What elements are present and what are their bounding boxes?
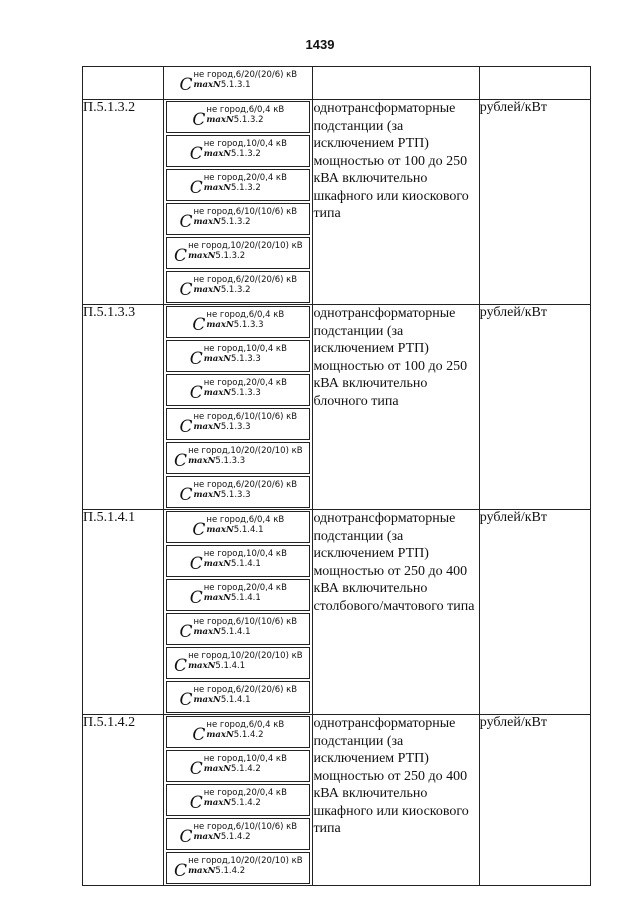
formula-superscript: не город,6/20/(20/6) кВ — [193, 275, 298, 285]
formula-cell — [164, 100, 313, 305]
formula-symbol: C — [174, 656, 188, 676]
formula-cell — [164, 715, 313, 886]
formula-superscript: не город,20/0,4 кВ — [203, 378, 287, 388]
formula-index-italic: maxN — [188, 456, 216, 466]
formula-symbol: C — [192, 725, 206, 745]
formula-superscript: не город,6/0,4 кВ — [206, 720, 285, 730]
formula-index-italic: maxN — [203, 559, 232, 569]
formula-symbol: C — [179, 690, 193, 710]
formula-box — [166, 545, 310, 577]
formula-index-italic: maxN — [206, 525, 234, 535]
formula-index: 5.1.4.2 — [220, 832, 251, 842]
formula-index-italic: maxN — [203, 764, 232, 774]
formula-box — [166, 442, 310, 474]
formula-box — [166, 135, 310, 167]
formula-box — [166, 681, 310, 713]
formula-index-italic: maxN — [193, 832, 221, 842]
formula-symbol: C — [179, 485, 193, 505]
formula-superscript: не город,6/10/(10/6) кВ — [193, 412, 298, 422]
formula-index-italic: maxN — [203, 354, 232, 364]
description-cell: однотрансформаторные подстанции (за исключением РТП) мощностью от 100 до 250 кВА включительно блочного типа — [313, 305, 479, 510]
formula-box — [166, 306, 310, 338]
formula-index-italic: maxN — [193, 422, 221, 432]
formula-symbol: C — [192, 110, 206, 130]
code-cell — [83, 67, 164, 100]
formula-superscript: не город,10/0,4 кВ — [203, 344, 287, 354]
formula-symbol: C — [174, 451, 188, 471]
formula-index: 5.1.3.3 — [231, 354, 261, 364]
formula-index: 5.1.3.2 — [231, 183, 261, 193]
formula-index-italic: maxN — [193, 490, 221, 500]
formula-symbol: C — [179, 622, 193, 642]
formula-superscript: не город,6/0,4 кВ — [206, 515, 285, 525]
table-row — [83, 100, 591, 305]
formula-box — [166, 408, 310, 440]
formula-index-italic: maxN — [193, 695, 221, 705]
formula-symbol: C — [179, 827, 193, 847]
formula-index-italic: maxN — [203, 149, 232, 159]
formula-box — [166, 818, 310, 850]
formula-box — [166, 784, 310, 816]
table-row — [83, 305, 591, 510]
formula-index: 5.1.4.2 — [231, 798, 261, 808]
formula-superscript: не город,6/10/(10/6) кВ — [193, 207, 298, 217]
formula-superscript: не город,6/10/(10/6) кВ — [193, 617, 298, 627]
table-row — [83, 715, 591, 886]
formula-index: 5.1.3.2 — [215, 251, 246, 261]
formula-index-italic: maxN — [203, 798, 232, 808]
formula-box — [166, 716, 310, 748]
description-cell: однотрансформаторные подстанции (за исключением РТП) мощностью от 250 до 400 кВА включительно шкафного или киоскового типа — [313, 715, 479, 886]
formula-index: 5.1.4.1 — [220, 627, 251, 637]
formula-index: 5.1.3.2 — [231, 149, 261, 159]
formula-index: 5.1.4.1 — [231, 593, 261, 603]
formula-index: 5.1.3.2 — [220, 285, 251, 295]
formula-symbol: C — [189, 554, 203, 574]
formula-symbol: C — [179, 74, 193, 95]
description-cell — [313, 67, 479, 100]
code-cell: П.5.1.4.1 — [83, 510, 164, 715]
formula-superscript: не город,10/20/(20/10) кВ — [188, 241, 303, 251]
code-cell: П.5.1.3.2 — [83, 100, 164, 305]
table-body — [83, 67, 591, 886]
table-row — [83, 510, 591, 715]
formula-symbol: C — [189, 383, 203, 403]
formula-cell — [164, 305, 313, 510]
formula-index-italic: maxN — [188, 661, 216, 671]
formula-box — [166, 169, 310, 201]
formula-index: 5.1.3.2 — [233, 115, 264, 125]
formula-index: 5.1.3.3 — [215, 456, 246, 466]
formula-index: 5.1.4.1 — [220, 695, 251, 705]
formula-index: 5.1.3.1 — [220, 79, 251, 90]
formula-symbol: C — [179, 212, 193, 232]
formula-box — [166, 340, 310, 372]
formula-index: 5.1.4.2 — [233, 730, 264, 740]
formula-box — [166, 68, 310, 95]
formula-index-italic: maxN — [206, 320, 234, 330]
formula-index: 5.1.3.3 — [220, 490, 251, 500]
formula-superscript: не город,10/0,4 кВ — [203, 139, 287, 149]
formula-superscript: не город,20/0,4 кВ — [203, 173, 287, 183]
description-cell: однотрансформаторные подстанции (за исключением РТП) мощностью от 100 до 250 кВА включительно шкафного или киоскового типа — [313, 100, 479, 305]
formula-symbol: C — [179, 417, 193, 437]
formula-symbol: C — [189, 588, 203, 608]
formula-superscript: не город,20/0,4 кВ — [203, 788, 287, 798]
formula-superscript: не город,6/20/(20/6) кВ — [193, 69, 298, 80]
formula-box — [166, 579, 310, 611]
formula-index: 5.1.4.1 — [231, 559, 261, 569]
formula-symbol: C — [189, 178, 203, 198]
formula-box — [166, 750, 310, 782]
formula-superscript: не город,6/0,4 кВ — [206, 105, 285, 115]
formula-index-italic: maxN — [203, 183, 232, 193]
formula-index-italic: maxN — [193, 217, 221, 227]
formula-index: 5.1.3.2 — [220, 217, 251, 227]
formula-index: 5.1.4.2 — [231, 764, 261, 774]
formula-symbol: C — [189, 144, 203, 164]
formula-superscript: не город,20/0,4 кВ — [203, 583, 287, 593]
formula-index-italic: maxN — [193, 627, 221, 637]
formula-symbol: C — [189, 349, 203, 369]
formula-index-italic: maxN — [188, 251, 216, 261]
formula-index-italic: maxN — [203, 388, 232, 398]
formula-symbol: C — [189, 759, 203, 779]
formula-superscript: не город,10/20/(20/10) кВ — [188, 651, 303, 661]
formula-superscript: не город,10/20/(20/10) кВ — [188, 856, 303, 866]
formula-superscript: не город,10/0,4 кВ — [203, 754, 287, 764]
formula-superscript: не город,6/10/(10/6) кВ — [193, 822, 298, 832]
formula-index: 5.1.4.1 — [215, 661, 246, 671]
formula-index-italic: maxN — [193, 79, 221, 90]
formula-cell — [164, 67, 313, 100]
formula-index-italic: maxN — [206, 115, 234, 125]
tariff-table — [82, 66, 591, 886]
formula-index: 5.1.3.3 — [231, 388, 261, 398]
unit-cell: рублей/кВт — [479, 305, 590, 510]
formula-superscript: не город,6/20/(20/6) кВ — [193, 685, 298, 695]
formula-box — [166, 271, 310, 303]
formula-cell — [164, 510, 313, 715]
table-row — [83, 67, 591, 100]
code-cell: П.5.1.4.2 — [83, 715, 164, 886]
formula-symbol: C — [179, 280, 193, 300]
formula-box — [166, 647, 310, 679]
code-cell: П.5.1.3.3 — [83, 305, 164, 510]
unit-cell: рублей/кВт — [479, 510, 590, 715]
formula-symbol: C — [189, 793, 203, 813]
formula-index-italic: maxN — [206, 730, 234, 740]
formula-box — [166, 374, 310, 406]
formula-superscript: не город,10/20/(20/10) кВ — [188, 446, 303, 456]
formula-box — [166, 852, 310, 884]
formula-index: 5.1.3.3 — [220, 422, 251, 432]
formula-superscript: не город,10/0,4 кВ — [203, 549, 287, 559]
unit-cell: рублей/кВт — [479, 100, 590, 305]
formula-superscript: не город,6/0,4 кВ — [206, 310, 285, 320]
formula-box — [166, 476, 310, 508]
formula-index-italic: maxN — [203, 593, 232, 603]
unit-cell — [479, 67, 590, 100]
formula-symbol: C — [174, 861, 188, 881]
formula-box — [166, 203, 310, 235]
formula-symbol: C — [174, 246, 188, 266]
formula-index-italic: maxN — [188, 866, 216, 876]
formula-superscript: не город,6/20/(20/6) кВ — [193, 480, 298, 490]
page-number: 1439 — [305, 37, 335, 52]
formula-index: 5.1.3.3 — [233, 320, 264, 330]
formula-box — [166, 101, 310, 133]
unit-cell: рублей/кВт — [479, 715, 590, 886]
formula-box — [166, 511, 310, 543]
formula-index-italic: maxN — [193, 285, 221, 295]
formula-box — [166, 237, 310, 269]
description-cell: однотрансформаторные подстанции (за исключением РТП) мощностью от 250 до 400 кВА включительно столбового/мачтового типа — [313, 510, 479, 715]
formula-index: 5.1.4.1 — [233, 525, 264, 535]
formula-symbol: C — [192, 520, 206, 540]
formula-symbol: C — [192, 315, 206, 335]
formula-box — [166, 613, 310, 645]
formula-index: 5.1.4.2 — [215, 866, 246, 876]
